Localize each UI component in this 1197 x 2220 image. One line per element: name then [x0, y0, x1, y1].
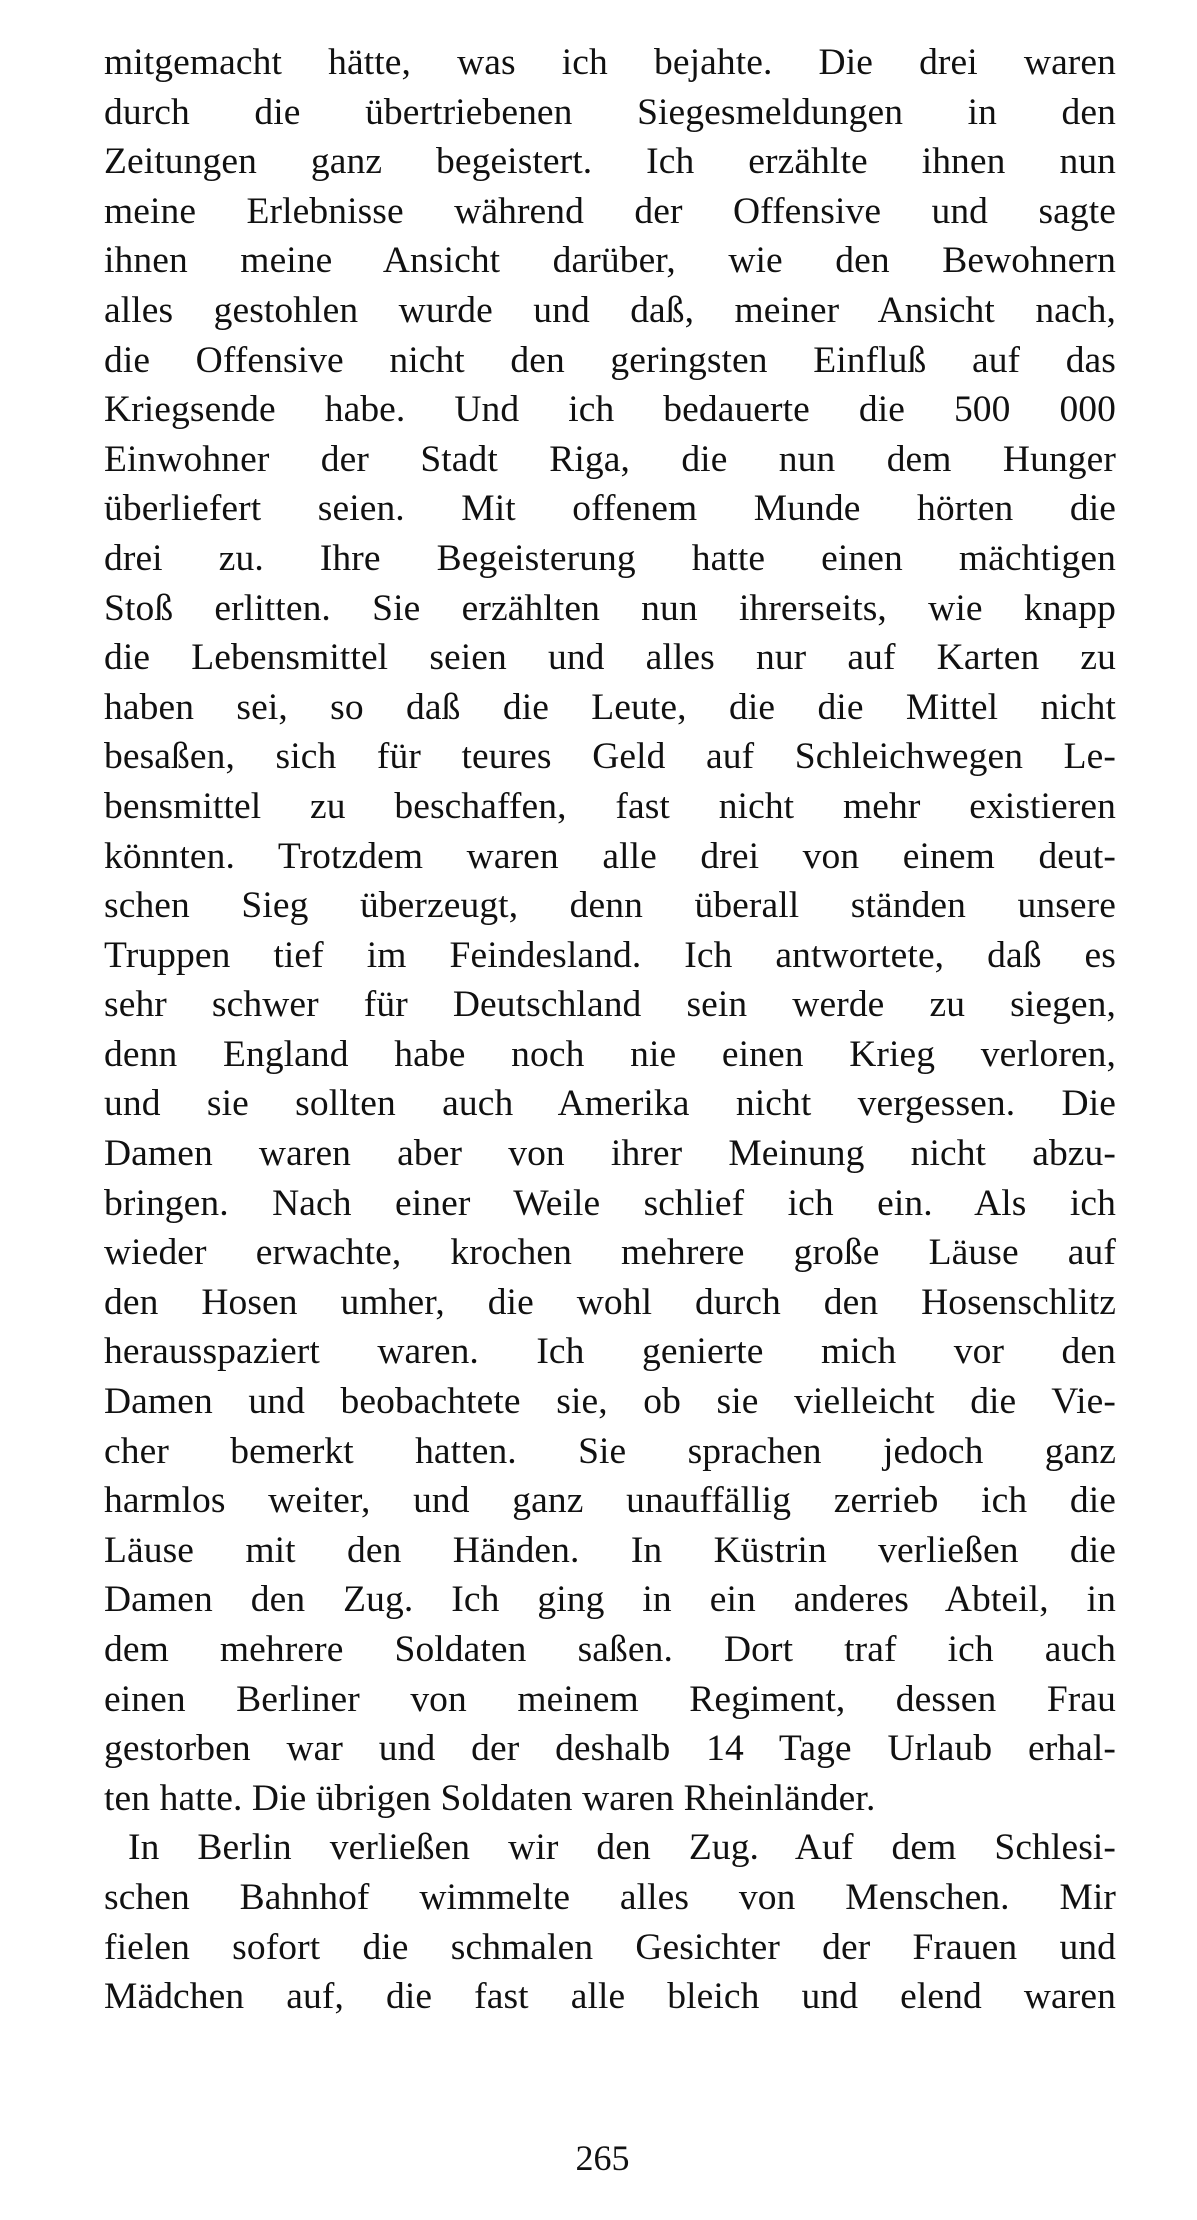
text-line: Kriegsende habe. Und ich bedauerte die 500 000	[104, 389, 1116, 431]
text-line: harmlos weiter, und ganz unauffällig zerrieb ich die	[104, 1480, 1116, 1522]
text-line: einen Berliner von meinem Regiment, dessen Frau	[104, 1678, 1116, 1720]
text-line: Läuse mit den Händen. In Küstrin verließen die	[104, 1529, 1116, 1571]
text-line: Damen den Zug. Ich ging in ein anderes Abteil, in	[104, 1579, 1116, 1621]
text-line: fielen sofort die schmalen Gesichter der Frauen und	[104, 1926, 1116, 1968]
text-line: Mädchen auf, die fast alle bleich und elend waren	[104, 1976, 1116, 2018]
text-line: Truppen tief im Feindesland. Ich antwortete, daß es	[104, 934, 1116, 976]
paragraph-last-line: ten hatte. Die übrigen Soldaten waren Rheinländer.	[104, 1777, 876, 1819]
text-line: schen Sieg überzeugt, denn überall ständen unsere	[104, 885, 1116, 927]
text-line: und sie sollten auch Amerika nicht vergessen. Die	[104, 1083, 1116, 1125]
text-line: bringen. Nach einer Weile schlief ich ein. Als ich	[104, 1182, 1116, 1224]
text-line: alles gestohlen wurde und daß, meiner Ansicht nach,	[104, 289, 1116, 331]
text-line: Stoß erlitten. Sie erzählten nun ihrerseits, wie knapp	[104, 587, 1116, 629]
text-line: meine Erlebnisse während der Offensive und sagte	[104, 190, 1116, 232]
text-line: mitgemacht hätte, was ich bejahte. Die drei waren	[104, 42, 1116, 83]
text-line: Damen und beobachtete sie, ob sie vielleicht die Vie-	[104, 1381, 1116, 1423]
text-line: Zeitungen ganz begeistert. Ich erzählte ihnen nun	[104, 141, 1116, 183]
text-line: Damen waren aber von ihrer Meinung nicht abzu-	[104, 1133, 1116, 1175]
text-line: ihnen meine Ansicht darüber, wie den Bewohnern	[104, 240, 1116, 282]
text-line: schen Bahnhof wimmelte alles von Menschen. Mir	[104, 1876, 1116, 1918]
paragraph-first-line: In Berlin verließen wir den Zug. Auf dem Schlesi-	[128, 1827, 1116, 1869]
text-line: gestorben war und der deshalb 14 Tage Urlaub erhal-	[104, 1728, 1116, 1770]
text-line: durch die übertriebenen Siegesmeldungen in den	[104, 91, 1116, 133]
text-line: könnten. Trotzdem waren alle drei von einem deut-	[104, 835, 1116, 877]
text-line: haben sei, so daß die Leute, die die Mittel nicht	[104, 686, 1116, 728]
text-line: wieder erwachte, krochen mehrere große Läuse auf	[104, 1232, 1116, 1274]
text-line: besaßen, sich für teures Geld auf Schleichwegen Le-	[104, 736, 1116, 778]
text-line: cher bemerkt hatten. Sie sprachen jedoch ganz	[104, 1430, 1116, 1472]
text-line: die Offensive nicht den geringsten Einfluß auf das	[104, 339, 1116, 381]
text-line: herausspaziert waren. Ich genierte mich vor den	[104, 1331, 1116, 1373]
text-line: dem mehrere Soldaten saßen. Dort traf ich auch	[104, 1629, 1116, 1670]
text-line: sehr schwer für Deutschland sein werde zu siegen,	[104, 984, 1116, 1026]
page-number: 265	[575, 2138, 630, 2178]
text-line: überliefert seien. Mit offenem Munde hörten die	[104, 488, 1116, 530]
text-line: drei zu. Ihre Begeisterung hatte einen mächtigen	[104, 537, 1116, 579]
text-line: den Hosen umher, die wohl durch den Hosenschlitz	[104, 1281, 1116, 1323]
text-line: denn England habe noch nie einen Krieg verloren,	[104, 1033, 1116, 1075]
text-line: bensmittel zu beschaffen, fast nicht mehr existieren	[104, 785, 1116, 827]
book-page-text	[104, 38, 1116, 2022]
text-line: Einwohner der Stadt Riga, die nun dem Hunger	[104, 438, 1116, 480]
text-line: die Lebensmittel seien und alles nur auf Karten zu	[104, 637, 1116, 679]
